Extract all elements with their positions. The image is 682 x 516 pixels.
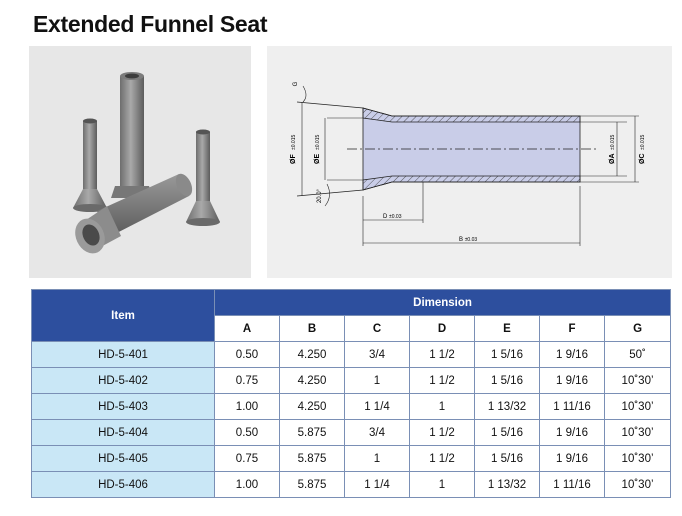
value-cell: 0.75 [215,368,280,394]
value-cell: 1 1/2 [410,342,475,368]
label-a: ØA [609,153,616,164]
item-cell: HD-5-401 [32,342,215,368]
funnel-seat-drawing [267,46,672,278]
column-header: E [475,316,540,342]
table-row [32,394,671,420]
dimension-table [31,289,671,498]
value-cell: 3/4 [345,342,410,368]
value-cell: 4.250 [280,394,345,420]
value-cell: 1 5/16 [475,446,540,472]
tol-c: ±0.015 [640,134,646,150]
table-row [32,342,671,368]
value-cell: 10˚30’ [605,446,671,472]
label-angle: 20.0° [317,188,323,204]
value-cell: 3/4 [345,420,410,446]
value-cell: 0.75 [215,446,280,472]
table-row [32,368,671,394]
value-cell: 10˚30’ [605,394,671,420]
value-cell: 5.875 [280,446,345,472]
label-c: ØC [639,153,646,164]
value-cell: 1.00 [215,472,280,498]
value-cell: 10˚30’ [605,472,671,498]
funnel-seat-photo [29,46,251,278]
table-row [32,472,671,498]
label-e: ØE [314,153,321,164]
value-cell: 1 5/16 [475,368,540,394]
item-cell: HD-5-405 [32,446,215,472]
value-cell: 1.00 [215,394,280,420]
value-cell: 1 1/4 [345,394,410,420]
value-cell: 1 [345,368,410,394]
value-cell: 1 5/16 [475,342,540,368]
column-header: D [410,316,475,342]
item-header: Item [32,290,215,342]
item-cell: HD-5-402 [32,368,215,394]
tol-e: ±0.015 [315,134,321,150]
label-f: ØF [290,154,297,164]
value-cell: 1 11/16 [540,394,605,420]
value-cell: 1 9/16 [540,368,605,394]
value-cell: 1 [410,394,475,420]
value-cell: 1 1/2 [410,420,475,446]
value-cell: 1 1/4 [345,472,410,498]
product-photo [29,46,251,278]
value-cell: 1 11/16 [540,472,605,498]
value-cell: 10˚30’ [605,420,671,446]
value-cell: 4.250 [280,342,345,368]
value-cell: 10˚30’ [605,368,671,394]
value-cell: 1 [410,472,475,498]
value-cell: 5.875 [280,420,345,446]
value-cell: 4.250 [280,368,345,394]
column-header: A [215,316,280,342]
page-title: Extended Funnel Seat [33,11,268,37]
item-cell: HD-5-403 [32,394,215,420]
dimension-header: Dimension [215,290,671,316]
value-cell: 0.50 [215,342,280,368]
tol-a: ±0.015 [610,134,616,150]
item-cell: HD-5-404 [32,420,215,446]
value-cell: 1 9/16 [540,420,605,446]
table-row [32,420,671,446]
value-cell: 5.875 [280,472,345,498]
table-row [32,446,671,472]
value-cell: 1 1/2 [410,368,475,394]
label-b: B ±0.03 [459,237,478,243]
value-cell: 1 9/16 [540,446,605,472]
value-cell: 50˚ [605,342,671,368]
value-cell: 1 1/2 [410,446,475,472]
value-cell: 1 5/16 [475,420,540,446]
column-header: G [605,316,671,342]
column-header: C [345,316,410,342]
label-d: D ±0.03 [383,214,402,220]
value-cell: 1 13/32 [475,394,540,420]
value-cell: 1 9/16 [540,342,605,368]
label-g: G [293,81,299,87]
tol-f: ±0.015 [291,134,297,150]
value-cell: 1 13/32 [475,472,540,498]
value-cell: 1 [345,446,410,472]
item-cell: HD-5-406 [32,472,215,498]
column-header: F [540,316,605,342]
value-cell: 0.50 [215,420,280,446]
technical-drawing [267,46,672,278]
column-header: B [280,316,345,342]
